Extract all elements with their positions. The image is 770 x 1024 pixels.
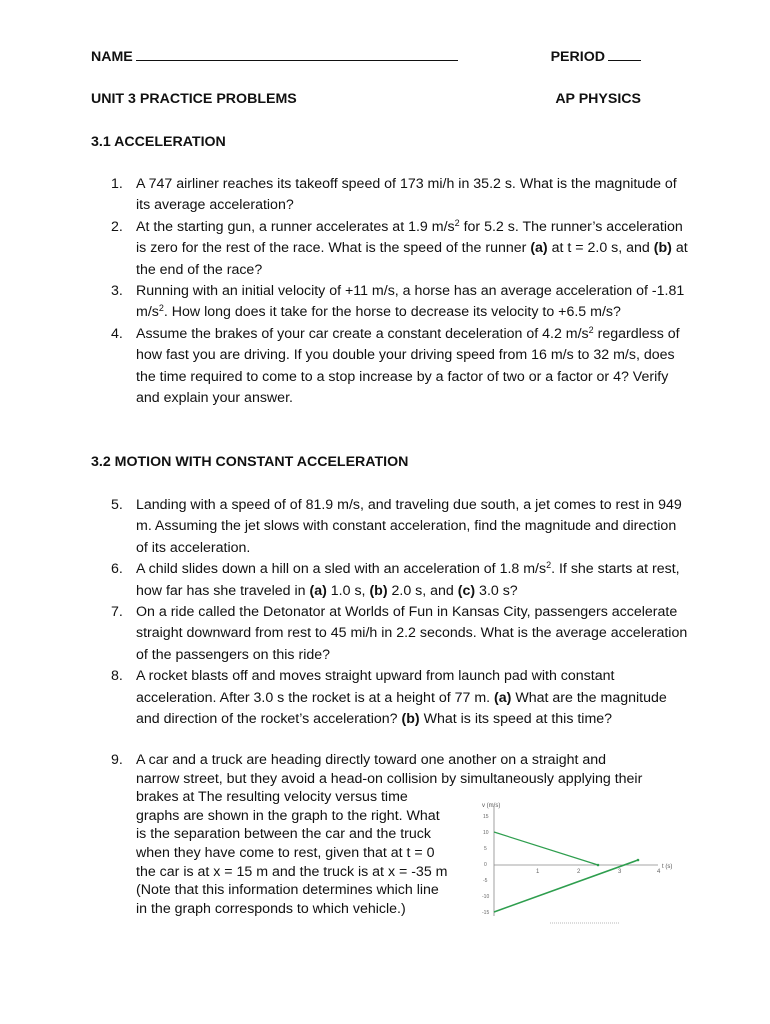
problem-text: . How long does it take for the horse to decrease its velocity to +6.5 m/s? — [163, 304, 621, 321]
problem-list-section-1 — [91, 174, 691, 409]
problem-text: At the starting gun, a runner accelerates at 1.9 m/s — [136, 218, 455, 235]
problem-number: 4. — [111, 325, 123, 342]
x-axis-label: t (s) — [662, 864, 673, 870]
problem-list-section-2 — [91, 495, 691, 730]
stop-point-marker — [597, 864, 600, 867]
name-blank-line[interactable] — [136, 48, 458, 61]
superscript: 2 — [454, 217, 460, 228]
problem-line: in the graph corresponds to which vehicle.) — [136, 900, 406, 917]
car-velocity-line — [494, 832, 598, 865]
problem-line: is the separation between the car and the truck — [136, 826, 431, 843]
problem-2 — [91, 217, 691, 281]
part-label: (c) — [457, 582, 476, 599]
problem-4 — [91, 324, 691, 410]
x-tick-label: 3 — [618, 869, 622, 875]
problem-text: Assume the brakes of your car create a constant deceleration of 4.2 m/s — [136, 325, 589, 342]
part-label: (b) — [401, 711, 420, 728]
problem-6 — [91, 559, 691, 602]
problem-number: 6. — [111, 561, 123, 578]
problem-number: 7. — [111, 604, 123, 621]
problem-text: A child slides down a hill on a sled with an acceleration of 1.8 m/s — [136, 561, 547, 578]
problem-number: 9. — [111, 752, 123, 768]
y-axis-label: v (m/s) — [482, 803, 501, 809]
part-label: (a) — [494, 689, 512, 706]
problem-line: graphs are shown in the graph to the right. What — [136, 807, 440, 824]
stop-point-marker — [637, 859, 640, 862]
unit-title: UNIT 3 PRACTICE PROBLEMS — [91, 91, 297, 107]
problem-text: at the end of the race? — [136, 240, 688, 278]
problem-text: On a ride called the Detonator at Worlds of Fun in Kansas City, passengers accelerate straight downward from rest to 45 mi/h in 2.2 seconds. What is the average acceleration of the passengers on this ride? — [136, 604, 688, 663]
superscript: 2 — [546, 560, 552, 571]
problem-text: A 747 airliner reaches its takeoff speed of 173 mi/h in 35.2 s. What is the magnitude of its average acceleration? — [136, 176, 677, 214]
problem-line: the car is at x = 15 m and the truck is at x = -35 m — [136, 863, 448, 880]
y-tick-label: 5 — [484, 846, 487, 852]
problem-text: Running with an initial velocity of +11 m/s, a horse has an average acceleration of -1.81 m/s — [136, 283, 685, 321]
y-tick-label: -15 — [482, 910, 490, 916]
problem-7 — [91, 602, 691, 666]
part-label: (a) — [530, 240, 548, 257]
problem-text: Landing with a speed of of 81.9 m/s, and traveling due south, a jet comes to rest in 949 m. Assuming the jet slows with constant acceleration, find the magnitude and direction of its acceleration. — [136, 497, 682, 556]
problem-1 — [91, 174, 691, 217]
problem-number: 1. — [111, 176, 123, 192]
course-title: AP PHYSICS — [555, 91, 641, 107]
superscript: 2 — [158, 303, 164, 314]
problem-text: . If she starts at rest, how far has she traveled in — [136, 561, 680, 599]
name-label: NAME — [91, 49, 133, 65]
problem-number: 2. — [111, 218, 123, 235]
y-tick-labels — [482, 814, 489, 916]
problem-line: narrow street, but they avoid a head-on collision by simultaneously applying their — [136, 770, 643, 787]
problem-text: 3.0 s? — [475, 582, 518, 599]
period-field[interactable] — [551, 48, 641, 65]
period-blank-line[interactable] — [608, 48, 641, 61]
problem-text: 2.0 s, and — [387, 582, 458, 599]
y-tick-label: 0 — [484, 862, 487, 868]
velocity-time-graph — [480, 798, 673, 926]
part-label: (a) — [309, 582, 327, 599]
x-tick-label: 4 — [657, 869, 661, 875]
y-tick-label: 10 — [483, 830, 489, 836]
problem-text: What is its speed at this time? — [419, 711, 613, 728]
problem-8 — [91, 666, 691, 730]
problem-text: A rocket blasts off and moves straight upward from launch pad with constant acceleration. After 3.0 s the rocket is at a height of 77 m. — [136, 668, 615, 706]
problem-5 — [91, 495, 691, 559]
problem-line: brakes at The resulting velocity versus time — [136, 789, 408, 806]
superscript: 2 — [588, 324, 594, 335]
section-heading-acceleration: 3.1 ACCELERATION — [91, 134, 226, 150]
problem-number: 3. — [111, 283, 123, 300]
section-heading-constant-acceleration: 3.2 MOTION WITH CONSTANT ACCELERATION — [91, 454, 409, 470]
period-label: PERIOD — [550, 49, 605, 65]
name-field[interactable] — [91, 48, 458, 65]
problem-text: at t = 2.0 s, and — [547, 240, 654, 257]
problem-text: What are the magnitude and direction of the rocket’s acceleration? — [136, 689, 667, 728]
problem-number: 8. — [111, 668, 123, 685]
part-label: (b) — [369, 582, 388, 599]
problem-line: A car and a truck are heading directly toward one another on a straight and — [136, 752, 607, 768]
part-label: (b) — [653, 240, 672, 257]
problem-3 — [91, 281, 691, 324]
x-tick-label: 2 — [577, 869, 581, 875]
problem-text: regardless of how fast you are driving. If you double your driving speed from 16 m/s to 32 m/s, does the time required to come to a stop increase by a factor of two or a factor or 4? Verify and explain your answer. — [136, 325, 680, 407]
problem-text: 1.0 s, — [326, 582, 370, 599]
problem-text: for 5.2 s. The runner’s acceleration is zero for the rest of the race. What is the speed of the runner — [136, 218, 683, 257]
truck-velocity-line — [494, 860, 638, 912]
y-tick-label: 15 — [483, 814, 489, 820]
problem-line: (Note that this information determines which line — [136, 882, 439, 899]
y-tick-label: -10 — [482, 894, 490, 900]
problem-line: when they have come to rest, given that at t = 0 — [136, 844, 435, 861]
y-tick-label: -5 — [483, 878, 488, 884]
problem-number: 5. — [111, 497, 123, 513]
x-tick-label: 1 — [536, 869, 540, 875]
